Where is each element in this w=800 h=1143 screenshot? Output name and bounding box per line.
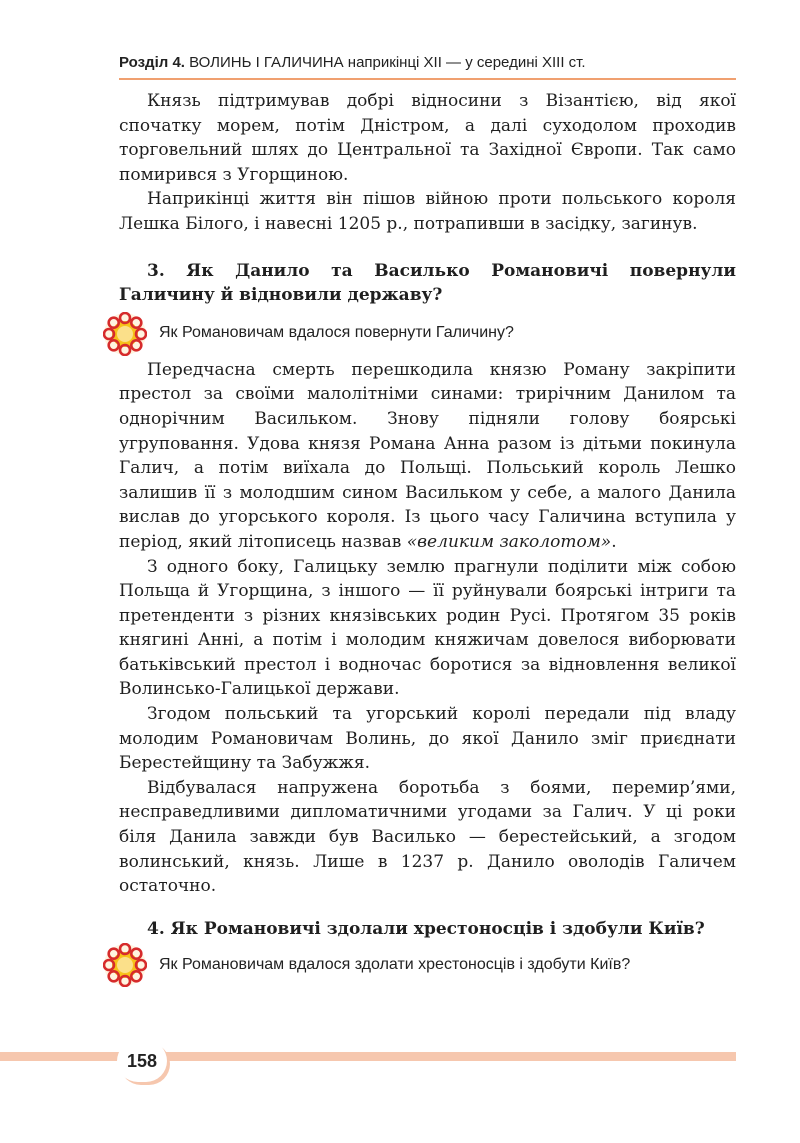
question-box bbox=[103, 312, 736, 356]
section-number: Розділ 4. bbox=[119, 54, 185, 71]
paragraph bbox=[119, 358, 736, 555]
paragraph: Князь підтримував добрі відносини з Візантією, від якої спочатку морем, потім Дністром, а далі суходолом проходив торговельний шлях до Центральної та Західної Європи. Так само помирився з Угорщиною. bbox=[119, 91, 736, 185]
question-text: Як Романовичам вдалося повернути Галичину? bbox=[159, 324, 514, 342]
ornament-icon bbox=[103, 943, 147, 987]
section-3-heading: 3. Як Данило та Василько Романовичі повернули Галичину й відновили державу? bbox=[119, 260, 736, 306]
main-content bbox=[119, 89, 736, 987]
question-text: Як Романовичам вдалося здолати хрестоносців і здобути Київ? bbox=[159, 956, 631, 974]
page-header bbox=[119, 50, 736, 80]
paragraph: З одного боку, Галицьку землю прагнули поділити між собою Польща й Угорщина, з іншого — її руйнували боярські інтриги та претенденти з різних князівських родин Русі. Протягом 35 років княгині Анні, а потім і молодим княжичам довелося виборювати батьківський престол і водночас боротися за відновлення великої Волинсько-Галицької держави. bbox=[119, 556, 736, 700]
section-title: ВОЛИНЬ І ГАЛИЧИНА наприкінці XII — у середині XIII ст. bbox=[184, 54, 586, 71]
paragraph: Згодом польський та угорський королі передали під владу молодим Романовичам Волинь, до якої Данило зміг приєднати Берестейщину та Забужжя. bbox=[119, 704, 736, 774]
ornament-icon bbox=[103, 312, 147, 356]
paragraph-end: . bbox=[611, 531, 617, 552]
paragraph: Наприкінці життя він пішов війною проти польського короля Лешка Білого, і навесні 1205 р., потрапивши в засідку, загинув. bbox=[119, 189, 736, 234]
section-4-heading: 4. Як Романовичі здолали хрестоносців і здобули Київ? bbox=[147, 918, 705, 939]
section-label bbox=[119, 54, 586, 71]
quote-italic: «великим заколотом» bbox=[406, 531, 612, 552]
paragraph-text: Передчасна смерть перешкодила князю Роману закріпити престол за своїми малолітніми синами: трирічним Данилом та однорічним Васильком. Знову підняли голову боярські угруповання. Удова князя Романа Анна разом із дітьми покинула Галич, а потім виїхала до Польщі. Польський король Лешко залишив її з молодшим сином Васильком у себе, а малого Данила вислав до угорського короля. Із цього часу Галичина вступила у період, який літописець назвав bbox=[119, 359, 736, 552]
footer-band bbox=[0, 1052, 736, 1061]
question-box bbox=[103, 943, 736, 987]
paragraph: Відбувалася напружена боротьба з боями, перемир’ями, несправедливими дипломатичними угодами за Галич. У ці роки біля Данила завжди був Василько — берестейський, а згодом волинський, князь. Лише в 1237 р. Данило оволодів Галичем остаточно. bbox=[119, 777, 736, 897]
page-number: 158 bbox=[117, 1040, 167, 1082]
